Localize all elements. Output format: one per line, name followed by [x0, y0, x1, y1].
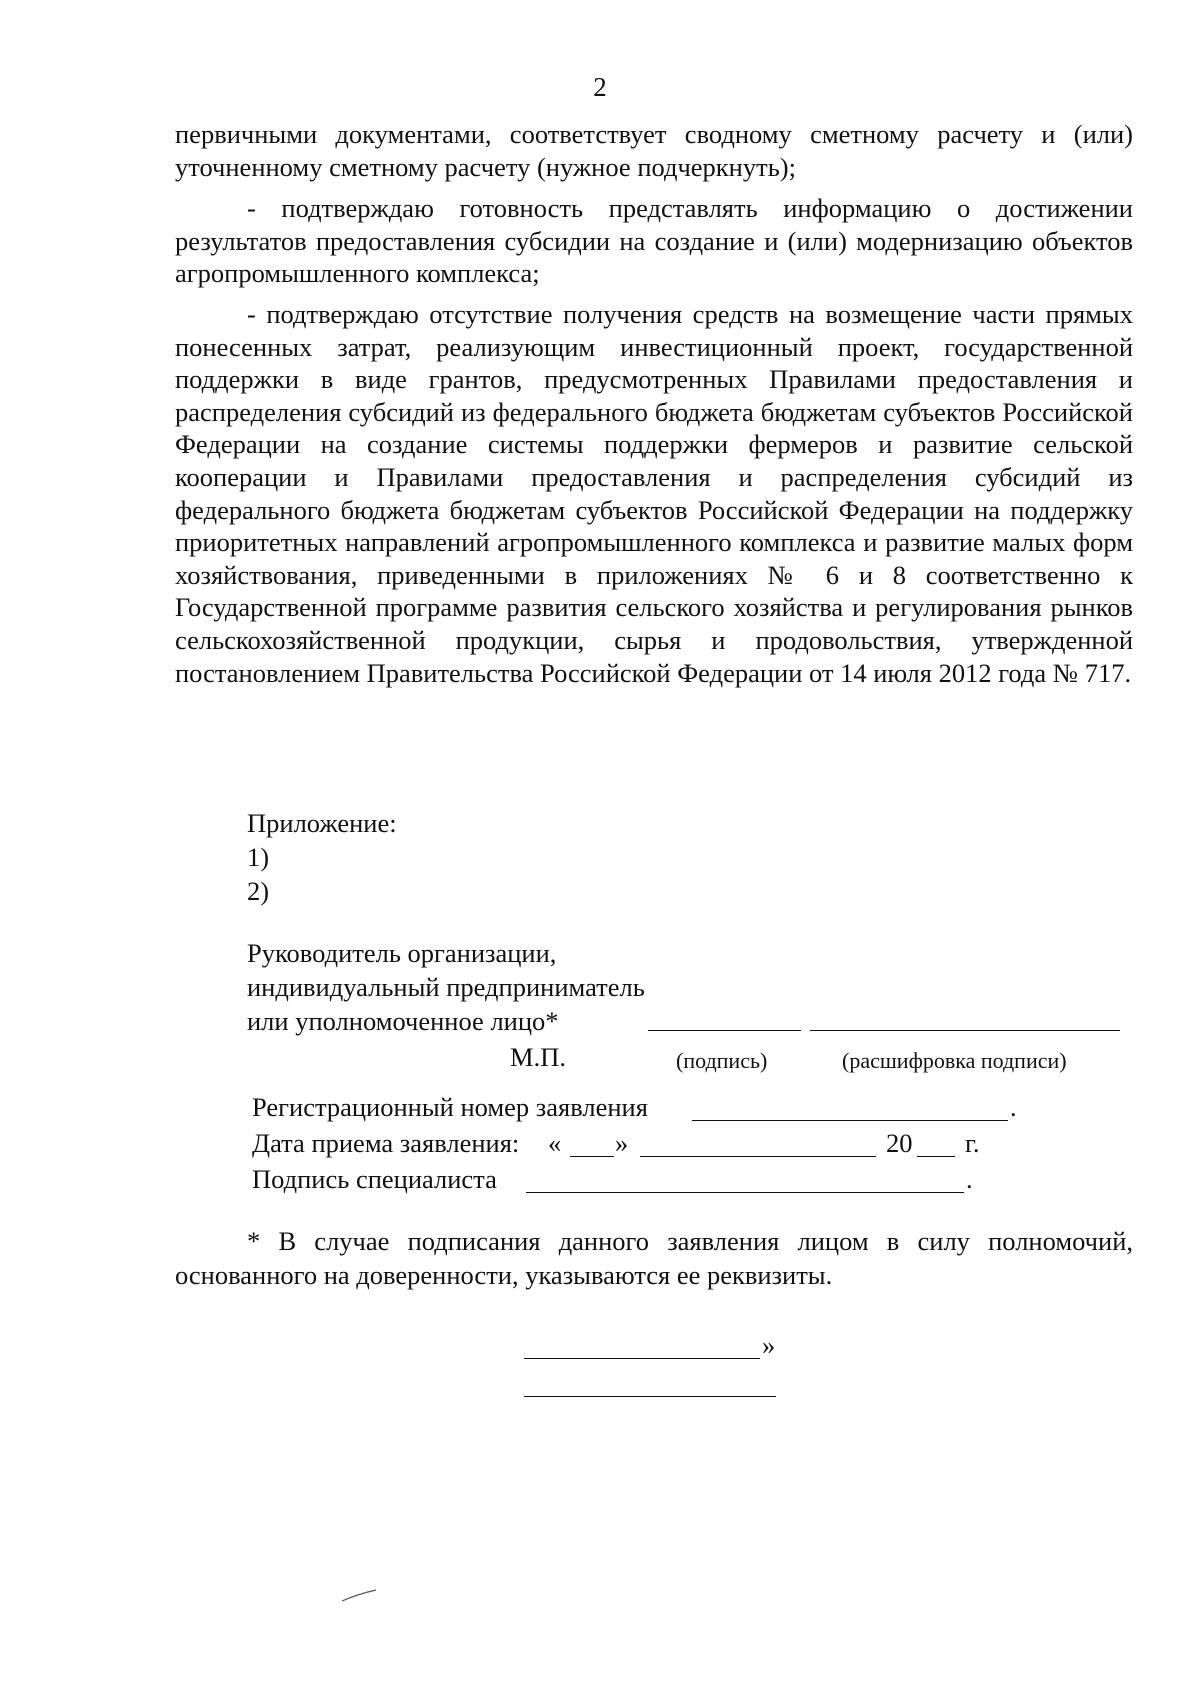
stamp-label: М.П.: [510, 1042, 566, 1072]
date-year-field: [917, 1156, 955, 1157]
paragraph-readiness: - подтверждаю готовность представлять информацию о достижении результатов предоставления субсидии на создание и (или) модернизацию объектов агропромышленного комплекса;: [175, 193, 1133, 289]
date-open-quote: «: [548, 1128, 562, 1158]
signature-line: [648, 1030, 801, 1031]
attachment-item-1: 1): [247, 842, 270, 872]
paragraph-no-funding: - подтверждаю отсутствие получения средств на возмещение части прямых понесенных затрат, реализующим инвестиционный проект, государственной поддержки в виде грантов, предусмотренных Правилами предоставления и распределения субсидий из федерального бюджета бюджетам субъектов Российской Федерации на создание системы поддержки фермеров и развитие сельской кооперации и Правилами предоставления и распределения субсидий из федерального бюджета бюджетам субъектов Российской Федерации на поддержку приоритетных направлений агропромышленного комплекса и развитие малых форм хозяйствования, приведенными в приложениях № 6 и 8 соответственно к Государственной программе развития сельского хозяйства и регулирования рынков сельскохозяйственной продукции, сырья и продовольствия, утвержденной постановлением Правительства Российской Федерации от 14 июля 2012 года № 717.: [175, 299, 1133, 688]
specialist-label: Подпись специалиста: [252, 1164, 497, 1194]
signature-decoding-line: [810, 1030, 1120, 1031]
date-month-field: [640, 1156, 876, 1157]
date-close-quote: »: [615, 1128, 629, 1158]
specialist-signature-field: [526, 1192, 964, 1193]
reg-number-label: Регистрационный номер заявления: [252, 1092, 648, 1122]
closing-line-2: [524, 1396, 776, 1397]
reg-number-end: .: [1010, 1092, 1017, 1122]
attachment-item-2: 2): [247, 876, 270, 906]
closing-quote: »: [762, 1330, 776, 1360]
signer-title-line-3: или уполномоченное лицо*: [247, 1006, 559, 1036]
pen-mark: [340, 1588, 380, 1604]
page-number: 2: [593, 72, 607, 102]
specialist-end: .: [966, 1164, 973, 1194]
closing-line-1: [524, 1358, 760, 1359]
reg-number-field: [692, 1120, 1008, 1121]
decoding-caption: (расшифровка подписи): [842, 1048, 1067, 1073]
footnote: * В случае подписания данного заявления лицом в силу полномочий, основанного на доверенности, указываются ее реквизиты.: [175, 1226, 1133, 1290]
date-year-suffix: г.: [965, 1128, 980, 1158]
date-year-prefix: 20: [886, 1128, 913, 1158]
signer-title-line-2: индивидуальный предприниматель: [247, 972, 645, 1002]
attachments-heading: Приложение:: [247, 808, 397, 838]
signature-caption: (подпись): [676, 1048, 768, 1073]
date-day-field: [570, 1156, 614, 1157]
date-label: Дата приема заявления:: [252, 1128, 520, 1158]
paragraph-continuation: первичными документами, соответствует сводному сметному расчету и (или) уточненному сметному расчету (нужное подчеркнуть);: [175, 119, 1133, 182]
signer-title-line-1: Руководитель организации,: [247, 938, 557, 968]
